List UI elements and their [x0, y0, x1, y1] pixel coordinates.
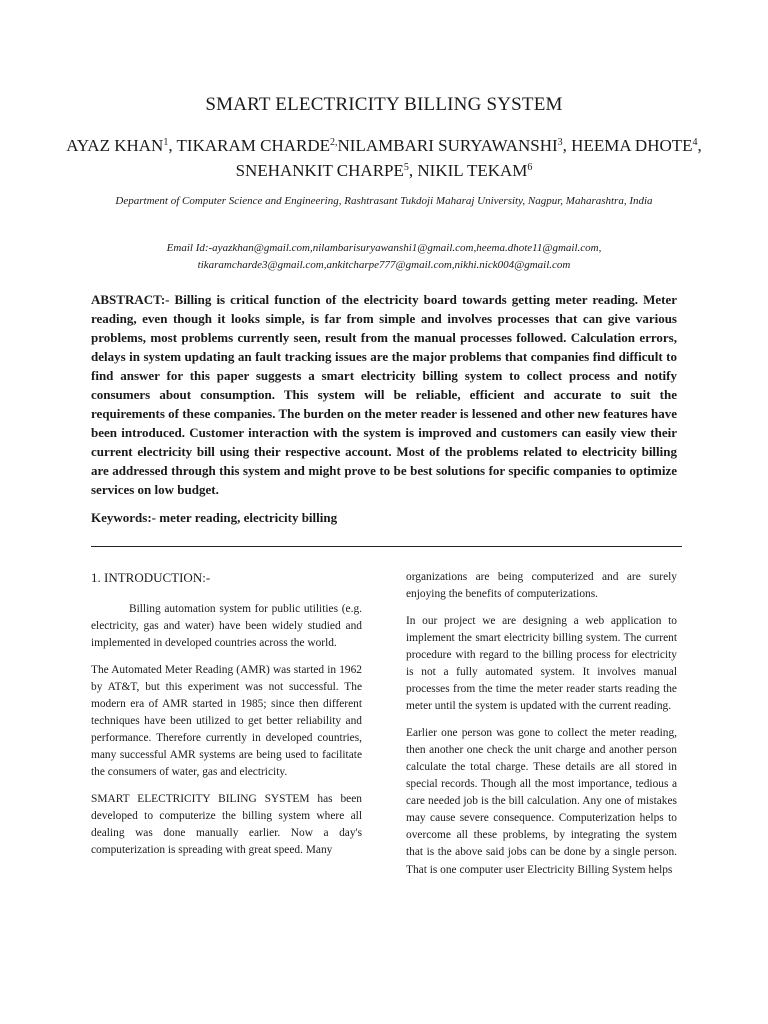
body-paragraph: In our project we are designing a web application to implement the smart electricity billing system. The current procedure with regard to the billing process for electricity is not a fully automated system. It involves manual processes from the time the meter reader starts reading the meter until the system is updated with the current reading.	[406, 614, 677, 713]
section-heading: 1. INTRODUCTION:-	[91, 570, 211, 585]
body-paragraph: organizations are being computerized and are surely enjoying the benefits of computerizations.	[406, 571, 677, 601]
author-affiliation-mark: 2,	[330, 137, 338, 148]
author-list	[60, 133, 708, 183]
author-affiliation-mark: 1	[163, 137, 169, 148]
author-separator: ,	[168, 136, 177, 155]
affiliation: Department of Computer Science and Engineering, Rashtrasant Tukdoji Maharaj University, Nagpur, Maharashtra, India	[115, 195, 653, 207]
author-separator: ,	[408, 161, 418, 180]
author-separator: ,	[562, 136, 572, 155]
author-affiliation-mark: 5	[403, 162, 409, 173]
author-name: SNEHANKIT CHARPE	[235, 161, 404, 180]
body-paragraph: SMART ELECTRICITY BILING SYSTEM has been developed to computerize the billing system where all dealing was done manually earlier. Now a day's computerization is spreading with great speed. Many	[91, 792, 362, 857]
body-paragraph: Billing automation system for public utilities (e.g. electricity, gas and water) have been widely studied and implemented in developed countries across the world.	[91, 603, 362, 650]
author-affiliation-mark: 4	[692, 137, 698, 148]
author-name: AYAZ KHAN	[66, 136, 164, 155]
paper-title: SMART ELECTRICITY BILLING SYSTEM	[205, 94, 563, 115]
right-column	[406, 569, 677, 888]
author-name: NIKIL TEKAM	[417, 161, 528, 180]
abstract: ABSTRACT:- Billing is critical function of the electricity board towards getting meter reading. Meter reading, even though it looks simple, is far from simple and involves processes that can give various problems, most problems currently seen, result from the manual processes followed. Calculation errors, delays in system updating an fault tracking issues are the major problems that companies find difficult to find answer for this paper suggests a smart electricity billing system to collect process and notify consumers about consumption. This system will be reliable, efficient and accurate to suit the requirements of these companies. The burden on the meter reader is lessened and other new features have been introduced. Customer interaction with the system is improved and customers can easily view their current electricity bill using their respective account. Most of the problems related to electricity billing are addressed through this system and might prove to be best solutions for specific companies to optimize services on low budget.	[91, 292, 677, 497]
email-line: Email Id:-ayazkhan@gmail.com,nilambarisuryawanshi1@gmail.com,heema.dhote11@gmail.com,	[166, 242, 602, 254]
author-name: NILAMBARI SURYAWANSHI	[337, 136, 558, 155]
email-block	[80, 240, 688, 274]
author-affiliation-mark: 3	[557, 137, 563, 148]
email-line: tikaramcharde3@gmail.com,ankitcharpe777@gmail.com,nikhi.nick004@gmail.com	[197, 259, 571, 271]
author-separator: ,	[697, 136, 702, 155]
keywords: Keywords:- meter reading, electricity billing	[91, 510, 338, 525]
left-column	[91, 569, 362, 869]
author-name: HEEMA DHOTE	[571, 136, 693, 155]
body-paragraph: Earlier one person was gone to collect the meter reading, then another one check the unit charge and another person calculate the total charge. These details are all stored in special records. Though all the most importance, tedious a care needed job is the bill calculation. Any one of mistakes may cause severe consequence. Computerization helps to overcome all these problems, by integrating the system that is the above said jobs can be done by a single person. That is one computer user Electricity Billing System helps	[406, 726, 677, 876]
body-paragraph: The Automated Meter Reading (AMR) was started in 1962 by AT&T, but this experiment was not successful. The modern era of AMR started in 1985; since then different techniques have been utilized to get better reliability and performance. Therefore currently in developed countries, many successful AMR systems are being used to facilitate the consumers of water, gas and electricity.	[91, 663, 362, 779]
author-affiliation-mark: 6	[527, 162, 533, 173]
author-name: TIKARAM CHARDE	[176, 136, 331, 155]
section-divider	[91, 546, 682, 547]
